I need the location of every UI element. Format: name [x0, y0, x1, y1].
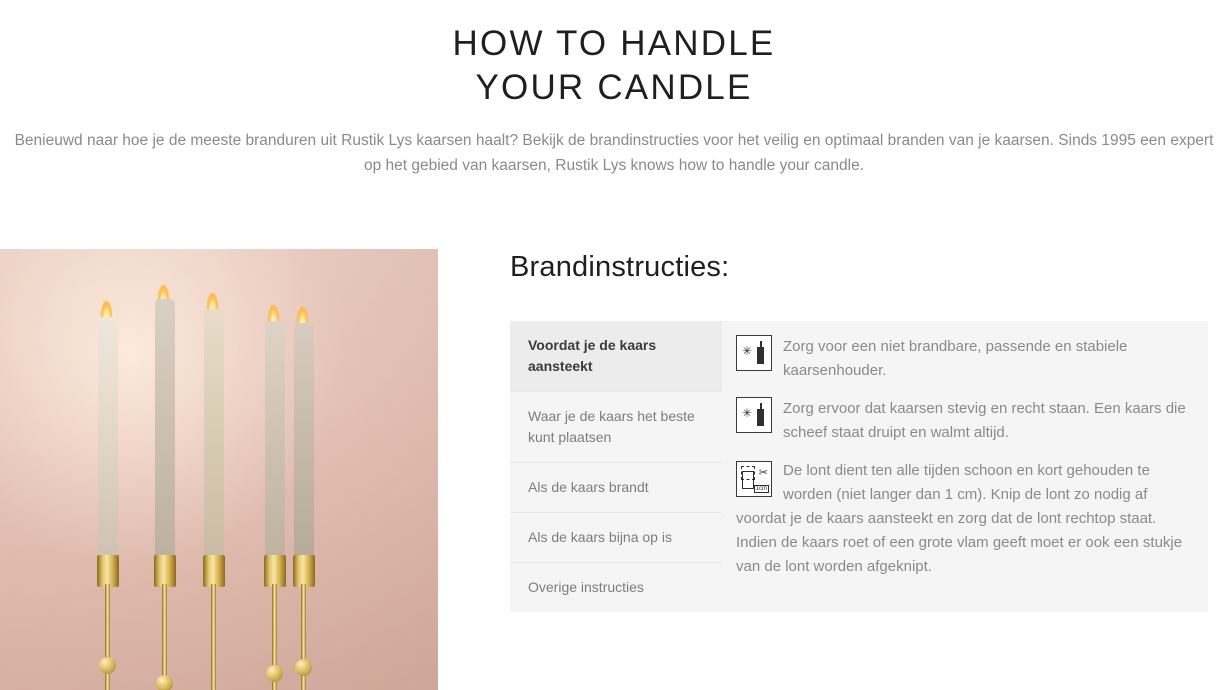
tab-als-de-kaars-bijna-op-is[interactable]: Als de kaars bijna op is [510, 513, 722, 563]
candle-icon [757, 347, 764, 364]
sparkle-icon: ✳ [742, 344, 753, 358]
candle-stem-ball [266, 665, 283, 682]
instruction-tabs [510, 321, 722, 612]
candle-stem-shape [105, 584, 110, 690]
straight-candle-icon [736, 397, 772, 433]
intro-paragraph: Benieuwd naar hoe je de meeste branduren uit Rustik Lys kaarsen haalt? Bekijk de brandinstructies voor het veilig en optimaal branden van je kaarsen. Sinds 1995 een expert op het gebied van kaarsen, Rustik Lys knows how to handle your candle. [14, 132, 1214, 174]
candles-photo [0, 249, 438, 690]
instruction-item [736, 335, 1186, 383]
candle-shape [265, 321, 285, 557]
tab-overige-instructies[interactable]: Overige instructies [528, 579, 644, 595]
instruction-list [722, 321, 1208, 612]
candle-stem-ball [99, 657, 116, 674]
instruction-item [736, 397, 1186, 445]
candle-icon [757, 409, 764, 426]
candle-body-icon [742, 471, 754, 489]
instruction-item [736, 459, 1186, 579]
instructions-panel [510, 321, 1208, 612]
sparkle-icon: ✳ [742, 406, 753, 420]
tab-voordat-je-de-kaars-aansteekt[interactable]: Voordat je de kaars aansteekt [510, 321, 722, 392]
page-root [0, 22, 1228, 690]
one-cm-label-icon: 1cm [755, 486, 767, 492]
trim-wick-icon [736, 461, 772, 497]
candle-holder-shape [293, 555, 315, 587]
instruction-text: Zorg voor een niet brandbare, passende en stabiele kaarsenhouder. [783, 338, 1128, 379]
candle-stem-shape [211, 584, 216, 690]
candle-shape [98, 317, 118, 557]
candle-stem-ball [295, 659, 312, 676]
candle-shape [294, 323, 314, 557]
content-area [0, 249, 1228, 690]
scissors-icon: ✂ [758, 467, 768, 479]
page-title-line-1: HOW TO HANDLE [452, 24, 776, 63]
page-title [64, 22, 1164, 110]
page-title-line-2: YOUR CANDLE [475, 68, 753, 107]
candle-holder-shape [97, 555, 119, 587]
instructions-column [510, 249, 1208, 612]
candle-holder-icon [736, 335, 772, 371]
candle-stem-ball [156, 675, 173, 690]
candle-shape [204, 309, 224, 557]
tab-als-de-kaars-brandt[interactable]: Als de kaars brandt [510, 463, 722, 513]
tab-waar-je-de-kaars-het-beste-kunt-plaatsen[interactable]: Waar je de kaars het beste kunt plaatsen [510, 392, 722, 463]
instruction-text: De lont dient ten alle tijden schoon en kort gehouden te worden (niet langer dan 1 cm). Knip de lont zo nodig af voordat je de kaars aansteekt en zorg dat de lont rechtop staat. Indien de kaars roet of een grote vlam geeft moet er ook een stukje van de lont worden afgeknipt. [736, 462, 1183, 575]
candle-holder-shape [264, 555, 286, 587]
candle-shape [155, 299, 175, 557]
section-title: Brandinstructies: [510, 251, 730, 283]
candle-holder-shape [154, 555, 176, 587]
candle-holder-shape [203, 555, 225, 587]
instruction-text: Zorg ervoor dat kaarsen stevig en recht staan. Een kaars die scheef staat druipt en walmt altijd. [783, 400, 1186, 441]
